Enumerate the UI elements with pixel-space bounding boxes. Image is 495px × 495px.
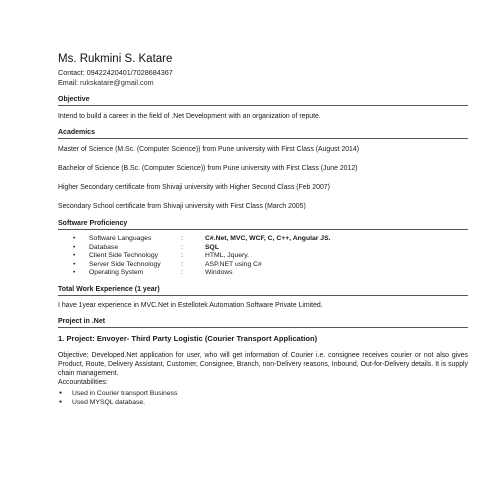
academic-item: Secondary School certificate from Shivaji university with First Class (March 2005) (58, 203, 306, 210)
skill-row (58, 244, 468, 253)
skill-label: Operating System (89, 269, 144, 276)
academics-heading: Academics (58, 128, 468, 139)
candidate-name: Ms. Rukmini S. Katare (58, 53, 173, 65)
skill-value: SQL (205, 243, 219, 251)
accountabilities-list (58, 389, 468, 407)
email-label: Email: (58, 77, 78, 87)
skill-value: Windows (205, 269, 233, 276)
academic-item: Higher Secondary certificate from Shivaji university with Higher Second Class (Feb 2007) (58, 184, 330, 191)
bullet: • (73, 243, 76, 251)
skill-value: HTML, Jquery. (205, 252, 250, 259)
project-title: 1. Project: Envoyer- Third Party Logistic (Courier Transport Application) (58, 333, 318, 343)
skill-sep: : (181, 235, 183, 242)
skill-value: C#.Net, MVC, WCF, C, C++, Angular JS. (205, 235, 331, 242)
skill-row (58, 235, 468, 244)
skill-label: Database (89, 243, 119, 251)
list-item: ● Used in Courier transport Business (58, 389, 468, 398)
skill-sep: : (181, 269, 183, 276)
skill-label: Server Side Technology (89, 260, 161, 268)
contact-line (58, 68, 468, 78)
academic-item: Bachelor of Science (B.Sc. (Computer Science)) from Pune university with First Class (June 2012) (58, 165, 358, 172)
skill-row (58, 261, 468, 270)
skill-sep: : (181, 260, 183, 268)
skill-sep: : (181, 252, 183, 259)
skills-list (58, 235, 468, 278)
email-address[interactable]: rukskatare@gmail.com (79, 77, 154, 87)
objective-text: Intend to build a career in the field of .Net Development with an organization of repute. (58, 113, 321, 120)
contact-label: Contact: (58, 68, 85, 77)
bullet: • (73, 269, 76, 276)
academic-item: Master of Science (M.Sc. (Computer Science)) from Pune university with First Class (August 2014) (58, 146, 359, 153)
skill-label: Software Languages (89, 235, 152, 242)
accountabilities-label: Accountabilities: (58, 378, 108, 386)
skill-label: Client Side Technology (89, 252, 159, 259)
skills-heading: Software Proficiency (58, 219, 468, 230)
project-objective: Objective: Developed.Net application for user, who will get information of Courier i.e. consignee receives courier or not also gives Product, Route, Delivery Assistant, Customer, Consignee, Branch, non-Delivery reasons, Inbound, Out-for-Delivery details. It is supply chain management. (58, 351, 468, 377)
bullet: • (73, 235, 76, 242)
projects-heading: Project in .Net (58, 317, 468, 328)
list-item: ● Used MYSQL database. (58, 398, 468, 407)
skill-sep: : (181, 243, 183, 251)
skill-row (58, 269, 468, 278)
email-line (58, 78, 468, 88)
contact-phone: 09422420401/7028684367 (86, 68, 173, 77)
skill-row (58, 252, 468, 261)
bullet: • (73, 260, 76, 268)
bullet: • (73, 252, 76, 259)
skill-value: ASP.NET using C# (205, 260, 262, 268)
experience-heading: Total Work Experience (1 year) (58, 285, 468, 296)
resume-page (58, 52, 468, 407)
objective-heading: Objective (58, 95, 468, 106)
experience-text: I have 1year experience in MVC.Net in Estellotek Automation Software Private Limited. (58, 301, 323, 309)
